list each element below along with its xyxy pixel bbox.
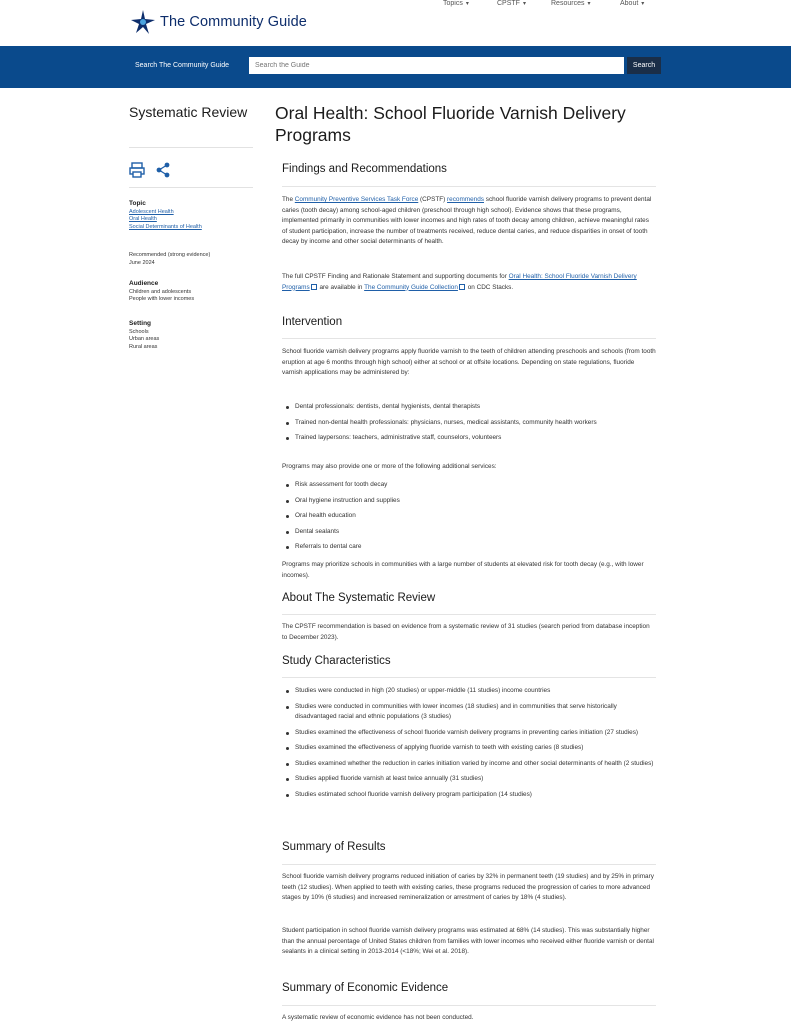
topic-link[interactable]: Oral Health	[129, 216, 157, 223]
topic-heading: Topic	[129, 200, 146, 207]
divider	[282, 677, 656, 678]
list-item: Studies examined whether the reduction in caries initiation varied by income and other social determinants of health (2 studies)	[282, 759, 654, 770]
list-item: Studies examined the effectiveness of school fluoride varnish delivery programs in preventing caries initiation (27 studies)	[282, 728, 654, 739]
list-item: Studies applied fluoride varnish at least twice annually (31 studies)	[282, 774, 654, 785]
section-heading: Summary of Results	[282, 841, 386, 853]
logo-star-icon	[130, 9, 156, 35]
divider	[282, 338, 656, 339]
nav-about[interactable]: About ▾	[620, 0, 645, 7]
services-intro: Programs may also provide one or more of the following additional services:	[282, 463, 497, 470]
share-icon[interactable]	[154, 161, 172, 179]
list-item: Trained laypersons: teachers, administrative staff, counselors, volunteers	[282, 433, 654, 444]
about-paragraph: The CPSTF recommendation is based on evidence from a systematic review of 31 studies (search period from database inception to December 2023).	[282, 623, 650, 641]
page-title: Oral Health: School Fluoride Varnish Delivery Programs	[275, 103, 626, 145]
nav-cpstf[interactable]: CPSTF ▾	[497, 0, 526, 7]
list-item: Risk assessment for tooth decay	[282, 480, 654, 491]
divider	[282, 614, 656, 615]
list-item: Dental sealants	[282, 527, 654, 538]
intervention-paragraph: School fluoride varnish delivery programs apply fluoride varnish to the teeth of children attending preschools and schools (from tooth eruption at age 6 months through high school) either at school or at offsite locations. Depending on state regulations, fluoride varnish applications may be administered by:	[282, 348, 656, 376]
audience-item: Children and adolescents	[129, 288, 192, 295]
prioritize-paragraph: Programs may prioritize schools in communities with a large number of students at elevated risk for tooth decay (e.g., with lower incomes).	[282, 561, 644, 579]
external-link-icon	[459, 284, 465, 290]
findings-documents-paragraph: The full CPSTF Finding and Rationale Statement and supporting documents for Oral Health: School Fluoride Varnish Delivery Programs are available in The Community Guide Collection on CDC Stacks.	[282, 273, 637, 291]
results-paragraph: School fluoride varnish delivery programs reduced initiation of caries by 32% in permanent teeth (19 studies) and by 25% in primary teeth (12 studies). When applied to teeth with existing caries, these programs reduced the progression of caries to more advanced stages by 10% (6 studies) and increased remineralization or arrestment of caries by 18% (4 studies).	[282, 873, 654, 901]
section-heading: Intervention	[282, 316, 343, 328]
external-link-icon	[311, 284, 317, 290]
list-item: Studies were conducted in high (20 studies) or upper-middle (11 studies) income countries	[282, 686, 654, 697]
sidebar-actions	[128, 161, 180, 179]
recommends-link[interactable]: recommends	[447, 196, 484, 203]
setting-item: Rural areas	[129, 343, 158, 350]
list-item: Oral hygiene instruction and supplies	[282, 496, 654, 507]
services-list	[282, 480, 654, 558]
list-item: Studies examined the effectiveness of applying fluoride varnish to teeth with existing caries (8 studies)	[282, 743, 654, 754]
sidebar-title: Systematic Review	[129, 104, 248, 120]
recommendation-status: Recommended (strong evidence)	[129, 252, 211, 258]
sidebar-setting-block	[129, 320, 264, 351]
section-heading: About The Systematic Review	[282, 592, 436, 604]
section-heading: Findings and Recommendations	[282, 163, 447, 175]
topic-link[interactable]: Adolescent Health	[129, 208, 174, 215]
list-item: Studies were conducted in communities with lower incomes (18 studies) and in communities that serve historically disadvantaged racial and ethnic populations (3 studies)	[282, 702, 654, 723]
audience-item: People with lower incomes	[129, 296, 195, 303]
finding-statement-link[interactable]: Oral Health: School Fluoride Varnish Delivery Programs	[282, 273, 637, 291]
list-item: Oral health education	[282, 511, 654, 522]
study-characteristics-list	[282, 686, 654, 805]
chevron-down-icon: ▾	[465, 1, 469, 7]
economic-paragraph: A systematic review of economic evidence has not been conducted.	[282, 1014, 474, 1021]
findings-paragraph: The Community Preventive Services Task Force (CPSTF) recommends school fluoride varnish delivery programs to prevent dental caries (tooth decay) among school-aged children (preschool through high school). Evidence shows that these programs, implemented primarily in communities with lower incomes and high rates of tooth decay among children, achieve meaningful rates of student participation, increase the number of treatments received, reduce dental caries, and reduce disparities in onset of tooth decay by income and other social determinants of health.	[282, 196, 652, 245]
divider	[129, 187, 253, 188]
nav-resources[interactable]: Resources ▾	[551, 0, 591, 7]
chevron-down-icon: ▾	[587, 1, 591, 7]
collection-link[interactable]: The Community Guide Collection	[364, 283, 458, 291]
chevron-down-icon: ▾	[641, 1, 645, 7]
list-item: Dental professionals: dentists, dental hygienists, dental therapists	[282, 402, 654, 413]
sidebar-topic-block	[129, 200, 264, 231]
sidebar-audience-block	[129, 280, 264, 304]
divider	[282, 1005, 656, 1006]
section-heading: Study Characteristics	[282, 655, 391, 667]
list-item: Trained non-dental health professionals: physicians, nurses, medical assistants, community health workers	[282, 418, 654, 429]
search-button[interactable]: Search	[627, 57, 661, 74]
site-logo[interactable]	[130, 9, 307, 35]
divider	[282, 864, 656, 865]
chevron-down-icon: ▾	[522, 1, 526, 7]
setting-item: Schools	[129, 328, 149, 335]
list-item: Studies estimated school fluoride varnish delivery program participation (14 studies)	[282, 790, 654, 801]
divider	[282, 186, 656, 187]
participation-paragraph: Student participation in school fluoride varnish delivery programs was estimated at 68% (14 studies). This was substantially higher than the annual percentage of United States children from families with lower incomes who received either fluoride varnish or dental sealants in a clinical setting in 2013-2014 (<18%; Wei et al. 2018).	[282, 927, 654, 955]
divider	[129, 147, 253, 148]
top-navigation-bar	[0, 0, 791, 46]
sidebar-recommendation-block	[129, 252, 264, 267]
recommendation-date: June 2024	[129, 259, 155, 266]
search-label: Search The Community Guide	[135, 62, 230, 69]
setting-heading: Setting	[129, 320, 152, 327]
setting-item: Urban areas	[129, 336, 160, 343]
section-heading: Summary of Economic Evidence	[282, 982, 449, 994]
provider-list	[282, 402, 654, 449]
cpstf-link[interactable]: Community Preventive Services Task Force	[294, 196, 419, 203]
nav-topics[interactable]: Topics ▾	[443, 0, 469, 7]
logo-text: The Community Guide	[160, 14, 307, 30]
list-item: Referrals to dental care	[282, 542, 654, 553]
search-input[interactable]	[249, 57, 624, 74]
print-icon[interactable]	[128, 161, 146, 179]
audience-heading: Audience	[129, 280, 159, 287]
topic-link[interactable]: Social Determinants of Health	[129, 223, 202, 230]
